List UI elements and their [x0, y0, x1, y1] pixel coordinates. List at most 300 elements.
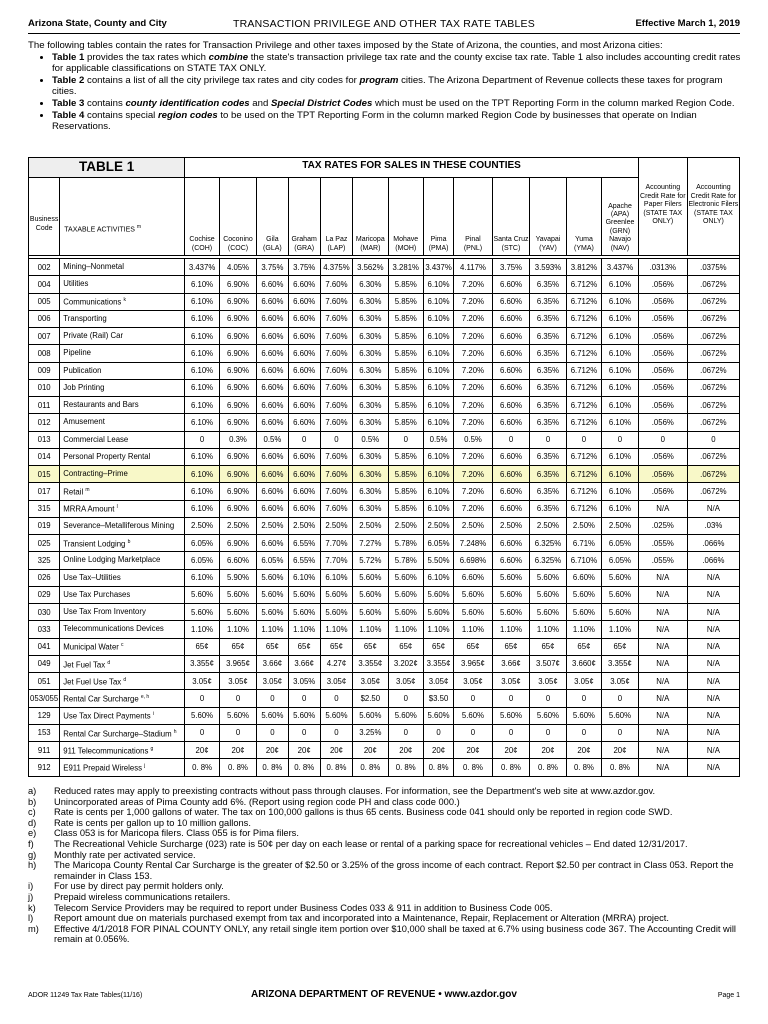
rate-cell: 3.355¢: [602, 655, 639, 672]
intro-section: [28, 40, 742, 133]
rate-cell: 5.60%: [492, 604, 530, 621]
rate-cell: 6.60%: [288, 414, 320, 431]
rate-cell: 6.60%: [288, 328, 320, 345]
page-footer: [28, 988, 740, 1002]
rate-cell: 0: [185, 724, 219, 741]
rate-cell: 6.60%: [288, 466, 320, 483]
rate-cell: .056%: [638, 379, 687, 396]
footnote-text: Class 053 is for Maricopa filers. Class 055 is for Pima filers.: [54, 828, 299, 839]
rate-cell: 3.66¢: [288, 655, 320, 672]
rate-cell: 6.10%: [185, 328, 219, 345]
rate-cell: 0: [388, 690, 423, 707]
rate-cell: 1.10%: [492, 621, 530, 638]
rate-cell: 7.20%: [454, 414, 493, 431]
activity-label: Commercial Lease: [63, 434, 129, 444]
header-paper-credit: Accounting Credit Rate for Paper Filers (STATE TAX ONLY): [638, 158, 687, 256]
business-code-cell: 019: [29, 517, 60, 534]
rate-cell: 6.60%: [492, 362, 530, 379]
rate-cell: 3.593%: [530, 259, 566, 276]
rate-cell: 20¢: [454, 742, 493, 759]
rate-cell: 6.10%: [423, 362, 453, 379]
business-code-cell: 026: [29, 569, 60, 586]
rate-cell: 0. 8%: [602, 759, 639, 776]
rate-cell: .055%: [638, 535, 687, 552]
rate-cell: 6.60%: [492, 500, 530, 517]
rate-cell: 5.60%: [454, 604, 493, 621]
rate-cell: 3.562%: [353, 259, 388, 276]
activity-label: Transporting: [63, 313, 107, 323]
footnote-item: [28, 797, 742, 808]
table-row: [29, 431, 740, 448]
rate-cell: 3.05¢: [492, 673, 530, 690]
business-code-cell: 009: [29, 362, 60, 379]
rate-cell: 1.10%: [185, 621, 219, 638]
rate-cell: 0: [530, 690, 566, 707]
footnote-item: [28, 807, 742, 818]
rate-cell: 6.30%: [353, 276, 388, 293]
rate-cell: 3.355¢: [353, 655, 388, 672]
business-code-cell: 325: [29, 552, 60, 569]
rate-cell: 6.712%: [566, 293, 601, 310]
rate-cell: 6.712%: [566, 310, 601, 327]
apache-group-line: (GRN): [609, 227, 631, 235]
rate-cell: 6.10%: [423, 379, 453, 396]
rate-cell: 3.965¢: [454, 655, 493, 672]
footnote-item: [28, 850, 742, 861]
rate-cell: 0: [530, 431, 566, 448]
rate-cell: 3.25%: [353, 724, 388, 741]
county-abbr: (LAP): [327, 244, 346, 252]
apache-group-line: Apache: [608, 202, 632, 210]
rate-cell: 6.90%: [219, 448, 257, 465]
rate-cell: 0: [288, 431, 320, 448]
rate-cell: N/A: [638, 690, 687, 707]
rate-cell: N/A: [687, 638, 739, 655]
rate-cell: 7.60%: [320, 345, 352, 362]
rate-cell: N/A: [638, 604, 687, 621]
table-row: [29, 621, 740, 638]
header-county: [423, 178, 453, 256]
activity-cell: [60, 293, 185, 310]
rate-cell: 6.10%: [185, 414, 219, 431]
rate-cell: 2.50%: [454, 517, 493, 534]
rate-cell: 6.10%: [423, 414, 453, 431]
intro-item-table3: • Table 3 contains county identification codes and Special District Codes which must be used on the TPT Reporting Form in the column marked Region Code.: [52, 98, 742, 110]
rate-cell: 7.60%: [320, 466, 352, 483]
apache-group-line: Greenlee: [605, 219, 635, 227]
rate-cell: 0: [288, 724, 320, 741]
footnote-marker: k: [123, 297, 127, 304]
rate-cell: 6.05%: [185, 552, 219, 569]
rate-cell: 7.20%: [454, 379, 493, 396]
rate-cell: 6.05%: [185, 535, 219, 552]
activity-cell: [60, 707, 185, 724]
intro-item-table4: • Table 4 contains special region codes to be used on the TPT Reporting Form in the column marked Region Code by businesses that operate on Indian Reservations.: [52, 110, 742, 133]
rate-cell: 5.60%: [257, 586, 288, 603]
rate-cell: 6.712%: [566, 345, 601, 362]
rate-cell: 6.30%: [353, 483, 388, 500]
rate-cell: 0: [602, 431, 639, 448]
rate-cell: 6.60%: [257, 466, 288, 483]
rate-cell: 6.10%: [602, 500, 639, 517]
rate-cell: 0. 8%: [353, 759, 388, 776]
rate-cell: 5.85%: [388, 414, 423, 431]
footnote-text: Telecom Service Providers may be required to report under Business Codes 033 & 911 in addition to Business Code 005.: [54, 902, 553, 913]
rate-cell: 3.75%: [492, 259, 530, 276]
rate-cell: 1.10%: [320, 621, 352, 638]
footnote-item: [28, 892, 742, 903]
business-code-cell: 011: [29, 397, 60, 414]
rate-cell: 6.05%: [602, 535, 639, 552]
rate-cell: 6.10%: [423, 448, 453, 465]
business-code-cell: 051: [29, 673, 60, 690]
footnote-text: Reduced rates may apply to preexisting contracts without pass through clauses. For information, see the Department's web site at www.azdor.gov.: [54, 786, 656, 796]
activity-cell: [60, 276, 185, 293]
rate-cell: 6.71%: [566, 535, 601, 552]
rate-cell: 5.85%: [388, 448, 423, 465]
county-abbr: (MAR): [360, 244, 381, 252]
rate-cell: 6.10%: [185, 397, 219, 414]
header-county: [388, 178, 423, 256]
header-county: [353, 178, 388, 256]
rate-cell: .056%: [638, 414, 687, 431]
rate-cell: 6.30%: [353, 500, 388, 517]
rate-cell: N/A: [638, 673, 687, 690]
rate-cell: 6.10%: [423, 466, 453, 483]
footnote-marker: i: [152, 711, 154, 718]
table-row: [29, 673, 740, 690]
footnote-text: The Maricopa County Rental Car Surcharge is the greater of $2.50 or 3.25% of the gross income of each contract. Report $2.50 per contract in Class 053. Report the remainder in Class 153.: [54, 860, 734, 881]
activity-cell: [60, 759, 185, 776]
rate-cell: 0. 8%: [492, 759, 530, 776]
rate-cell: 3.05¢: [257, 673, 288, 690]
rate-cell: .0672%: [687, 293, 739, 310]
business-code-cell: 315: [29, 500, 60, 517]
rate-cell: 6.712%: [566, 276, 601, 293]
rate-cell: 6.712%: [566, 500, 601, 517]
header-county: [530, 178, 566, 256]
rate-cell: N/A: [687, 707, 739, 724]
rate-cell: 6.90%: [219, 397, 257, 414]
rate-cell: 65¢: [288, 638, 320, 655]
rate-cell: 6.10%: [602, 379, 639, 396]
intro-item-table1: • Table 1 provides the tax rates which combine the state's transaction privilege tax rate and the county excise tax rate. Table 1 also includes accounting credit rates for applicable classifications on STATE TAX ONLY.: [52, 52, 742, 75]
rate-cell: 5.60%: [492, 586, 530, 603]
county-abbr: (PNL): [463, 244, 483, 252]
footnote-item: [28, 828, 742, 839]
business-code-cell: 014: [29, 448, 60, 465]
rate-cell: 6.90%: [219, 500, 257, 517]
rate-cell: 5.85%: [388, 483, 423, 500]
footnote-marker: h: [173, 728, 177, 735]
county-abbr: (GLA): [263, 244, 282, 252]
rate-cell: 5.60%: [454, 707, 493, 724]
rate-cell: 5.60%: [388, 707, 423, 724]
rate-cell: 6.35%: [530, 310, 566, 327]
rate-cell: 5.60%: [185, 604, 219, 621]
rate-cell: .0672%: [687, 276, 739, 293]
rate-cell: 3.05%: [288, 673, 320, 690]
rate-cell: 6.10%: [185, 569, 219, 586]
rate-cell: 5.60%: [185, 707, 219, 724]
business-code-cell: 049: [29, 655, 60, 672]
activity-cell: [60, 586, 185, 603]
footnotes: [28, 786, 742, 945]
county-name: Yuma: [574, 236, 593, 244]
rate-cell: 0: [492, 431, 530, 448]
footnote-item: [28, 924, 742, 945]
rate-cell: 6.60%: [492, 483, 530, 500]
rate-cell: 6.90%: [219, 293, 257, 310]
rate-cell: 5.85%: [388, 362, 423, 379]
rate-cell: 6.710%: [566, 552, 601, 569]
table-row: [29, 759, 740, 776]
footnote-item: [28, 839, 742, 850]
rate-cell: 6.30%: [353, 466, 388, 483]
rate-cell: 0: [219, 724, 257, 741]
rate-cell: 5.60%: [388, 586, 423, 603]
business-code-cell: 006: [29, 310, 60, 327]
rate-cell: 5.60%: [602, 586, 639, 603]
rate-cell: 7.60%: [320, 293, 352, 310]
rate-cell: 0.5%: [353, 431, 388, 448]
rate-cell: 6.90%: [219, 345, 257, 362]
rate-cell: 3.75%: [257, 259, 288, 276]
activity-cell: [60, 500, 185, 517]
footnote-text: For use by direct pay permit holders only.: [54, 881, 224, 892]
rate-cell: 0.5%: [454, 431, 493, 448]
rate-cell: 0: [219, 690, 257, 707]
table-row: [29, 345, 740, 362]
rate-cell: 5.60%: [388, 604, 423, 621]
rate-cell: 0. 8%: [423, 759, 453, 776]
rate-cell: 6.10%: [185, 448, 219, 465]
rate-cell: 6.55%: [288, 552, 320, 569]
rate-cell: 65¢: [566, 638, 601, 655]
table-row: [29, 604, 740, 621]
rate-cell: 3.05¢: [320, 673, 352, 690]
rate-cell: 3.05¢: [185, 673, 219, 690]
rate-cell: 0. 8%: [388, 759, 423, 776]
footnote-marker: e, h: [140, 694, 150, 701]
rate-cell: 6.35%: [530, 276, 566, 293]
rate-cell: 5.72%: [353, 552, 388, 569]
footnote-letter: h): [28, 860, 37, 871]
rate-cell: 3.66¢: [492, 655, 530, 672]
table-row: [29, 707, 740, 724]
county-name: Gila: [266, 236, 279, 244]
rate-cell: 5.85%: [388, 466, 423, 483]
business-code-cell: 010: [29, 379, 60, 396]
rate-cell: 5.60%: [288, 586, 320, 603]
rate-cell: 0: [185, 690, 219, 707]
rate-cell: 7.20%: [454, 276, 493, 293]
header-taxable-activities: TAXABLE ACTIVITIES $^m$: [60, 178, 185, 256]
rate-cell: 6.10%: [602, 362, 639, 379]
rate-cell: 6.60%: [257, 535, 288, 552]
rate-cell: N/A: [638, 500, 687, 517]
rate-cell: .0672%: [687, 362, 739, 379]
business-code-cell: 008: [29, 345, 60, 362]
business-code-cell: 153: [29, 724, 60, 741]
activity-cell: [60, 690, 185, 707]
rate-cell: 6.10%: [423, 293, 453, 310]
rate-cell: 6.35%: [530, 362, 566, 379]
footnote-marker: b: [127, 538, 131, 545]
rate-cell: 1.10%: [566, 621, 601, 638]
rate-cell: N/A: [638, 638, 687, 655]
rate-cell: 6.10%: [288, 569, 320, 586]
rate-cell: N/A: [687, 621, 739, 638]
table-row: [29, 328, 740, 345]
county-name: Maricopa: [355, 236, 385, 244]
rate-cell: 6.10%: [423, 345, 453, 362]
rate-cell: 6.60%: [257, 397, 288, 414]
footnote-letter: c): [28, 807, 36, 818]
rate-cell: 6.60%: [288, 397, 320, 414]
header-jurisdiction: Arizona State, County and City: [28, 18, 167, 29]
rate-cell: 5.60%: [257, 707, 288, 724]
rate-cell: 6.30%: [353, 448, 388, 465]
rate-cell: 5.85%: [388, 310, 423, 327]
rate-cell: .056%: [638, 362, 687, 379]
rate-cell: 3.05¢: [454, 673, 493, 690]
rate-cell: 6.60%: [288, 276, 320, 293]
rate-cell: 6.60%: [288, 362, 320, 379]
rate-cell: 6.60%: [257, 483, 288, 500]
header-county: [219, 178, 257, 256]
activity-cell: [60, 638, 185, 655]
county-name: Pinal: [465, 236, 481, 244]
rate-cell: 7.20%: [454, 345, 493, 362]
rate-cell: 0: [530, 724, 566, 741]
table-title: TABLE 1: [29, 158, 185, 178]
footnote-item: [28, 903, 742, 914]
rate-cell: 6.10%: [185, 466, 219, 483]
rate-cell: 4.27¢: [320, 655, 352, 672]
intro-lead: The following tables contain the rates for Transaction Privilege and other taxes imposed by the State of Arizona, the counties, and most Arizona cities:: [28, 40, 663, 51]
rate-cell: .056%: [638, 328, 687, 345]
table-body: [29, 256, 740, 777]
activity-label: Use Tax Direct Payments: [63, 711, 151, 721]
business-code-cell: 030: [29, 604, 60, 621]
rate-cell: 65¢: [602, 638, 639, 655]
rate-cell: 6.712%: [566, 414, 601, 431]
rate-cell: 5.85%: [388, 500, 423, 517]
rate-cell: 20¢: [566, 742, 601, 759]
rate-cell: 5.85%: [388, 293, 423, 310]
rate-cell: 5.60%: [219, 604, 257, 621]
county-abbr: (PMA): [428, 244, 449, 252]
business-code-cell: 041: [29, 638, 60, 655]
activity-cell: [60, 414, 185, 431]
rate-cell: 3.05¢: [388, 673, 423, 690]
rate-cell: 0. 8%: [320, 759, 352, 776]
rate-cell: 6.60%: [288, 500, 320, 517]
rate-cell: 0: [388, 431, 423, 448]
rate-cell: 6.60%: [288, 310, 320, 327]
county-span-title: TAX RATES FOR SALES IN THESE COUNTIES: [185, 158, 638, 178]
activity-label: Contracting–Prime: [63, 469, 128, 479]
rate-cell: 6.30%: [353, 379, 388, 396]
rate-cell: 3.355¢: [423, 655, 453, 672]
county-abbr: (COH): [191, 244, 213, 252]
footnote-letter: i): [28, 881, 34, 892]
rate-cell: 6.60%: [454, 569, 493, 586]
activity-label: Telecommunications Devices: [63, 624, 164, 634]
rate-cell: 5.78%: [388, 535, 423, 552]
footnote-item: [28, 913, 742, 924]
rate-cell: 0: [388, 724, 423, 741]
rate-cell: 5.60%: [492, 707, 530, 724]
rate-cell: $2.50: [353, 690, 388, 707]
rate-cell: 0. 8%: [288, 759, 320, 776]
rate-cell: 7.60%: [320, 362, 352, 379]
activity-cell: [60, 362, 185, 379]
rate-cell: 5.85%: [388, 379, 423, 396]
rate-cell: 6.10%: [185, 362, 219, 379]
rate-cell: 5.60%: [353, 586, 388, 603]
rate-cell: .056%: [638, 483, 687, 500]
header-county: [185, 178, 219, 256]
table-row: [29, 724, 740, 741]
rate-cell: 0.3%: [219, 431, 257, 448]
footnote-item: [28, 881, 742, 892]
header-business-code: Business Code: [29, 178, 60, 256]
rate-cell: 2.50%: [288, 517, 320, 534]
county-name: Pima: [430, 236, 447, 244]
rate-cell: 6.35%: [530, 466, 566, 483]
rate-cell: 6.30%: [353, 310, 388, 327]
header-electronic-credit: Accounting Credit Rate for Electronic Filers (STATE TAX ONLY): [687, 158, 739, 256]
footnote-marker: d: [107, 659, 111, 666]
rate-cell: 3.965¢: [219, 655, 257, 672]
rate-cell: 20¢: [423, 742, 453, 759]
county-abbr: (COC): [227, 244, 249, 252]
rate-cell: 65¢: [454, 638, 493, 655]
rate-cell: 6.10%: [185, 379, 219, 396]
rate-cell: 6.35%: [530, 500, 566, 517]
activity-label: Severance–Metalliferous Mining: [63, 520, 175, 530]
activity-cell: [60, 724, 185, 741]
rate-cell: 6.90%: [219, 379, 257, 396]
activity-cell: [60, 448, 185, 465]
rate-cell: N/A: [687, 586, 739, 603]
rate-cell: 7.20%: [454, 466, 493, 483]
footer-department: ARIZONA DEPARTMENT OF REVENUE • www.azdor.gov: [251, 989, 517, 1000]
header-county: [257, 178, 288, 256]
table-row: [29, 690, 740, 707]
rate-cell: 5.60%: [530, 707, 566, 724]
activity-label: Personal Property Rental: [63, 451, 151, 461]
rate-cell: 3.812%: [566, 259, 601, 276]
rate-cell: 6.60%: [288, 345, 320, 362]
rate-cell: 3.75%: [288, 259, 320, 276]
rate-cell: 5.60%: [423, 586, 453, 603]
table-row: [29, 552, 740, 569]
rate-cell: 6.30%: [353, 328, 388, 345]
activity-label: Use Tax Purchases: [63, 589, 131, 599]
activity-cell: [60, 621, 185, 638]
intro-item-table2: • Table 2 contains a list of all the city privilege tax rates and city codes for program cities. The Arizona Department of Revenue collects these taxes for program cities.: [52, 75, 742, 98]
rate-cell: 5.60%: [257, 569, 288, 586]
rate-cell: 65¢: [257, 638, 288, 655]
rate-cell: N/A: [638, 707, 687, 724]
rate-cell: 65¢: [388, 638, 423, 655]
rate-cell: 2.50%: [492, 517, 530, 534]
rate-cell: 0: [320, 431, 352, 448]
rate-cell: 20¢: [492, 742, 530, 759]
